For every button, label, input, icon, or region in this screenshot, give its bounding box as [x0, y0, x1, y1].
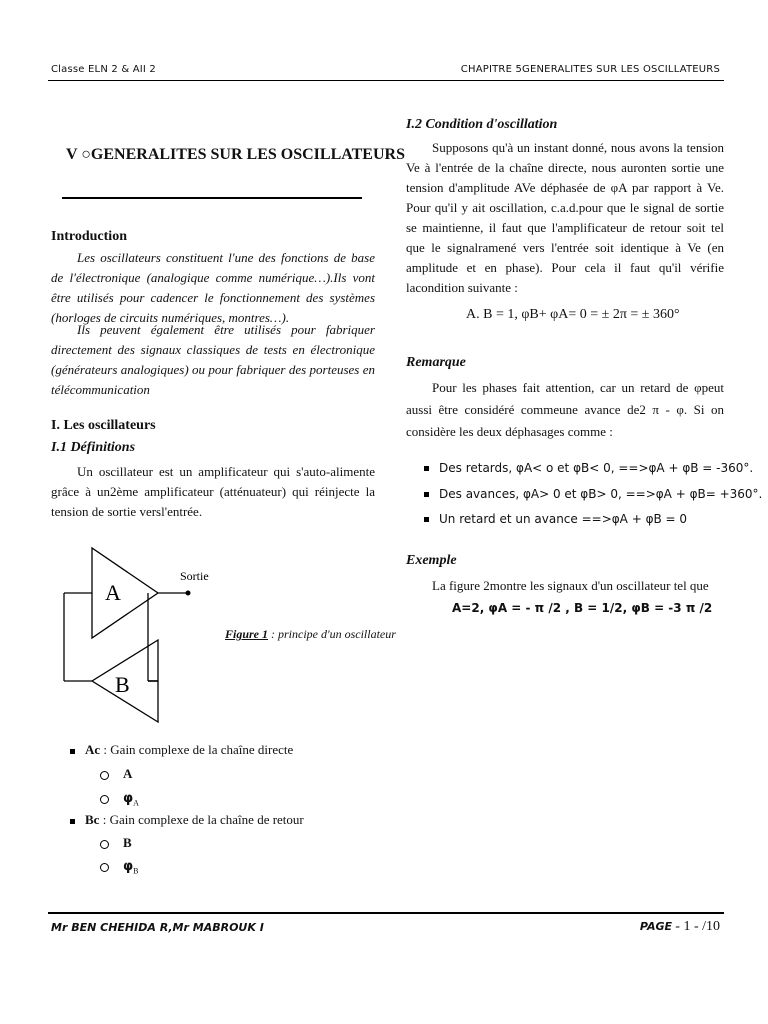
square-bullet-icon — [424, 492, 429, 497]
footer-rule — [48, 912, 724, 914]
oscillator-diagram — [60, 540, 230, 730]
circle-bullet-icon — [100, 840, 109, 849]
figure-1-caption — [225, 627, 396, 642]
sub-bullet-b: B — [100, 835, 132, 851]
section-1-1-heading: I.1 Définitions — [51, 440, 136, 455]
figure-1-caption-text: : principe d'un oscillateur — [268, 627, 396, 641]
circle-bullet-icon — [100, 771, 109, 780]
square-bullet-icon — [424, 466, 429, 471]
footer-page — [640, 918, 720, 935]
intro-paragraph-2: Ils peuvent également être utilisés pour fabriquer directement des signaux classiques de tests en électronique (générateurs analogiques) ou pour fabriquer des porteuses en télécommunication — [51, 322, 375, 397]
page-number: - 1 - /10 — [675, 919, 720, 934]
sub-bullet-phi-b: $\varphi_B$ — [100, 858, 139, 876]
exemple-heading: Exemple — [406, 553, 457, 568]
sub-bullet-a: A — [100, 766, 132, 782]
bullet-bc: Bc : Gain complexe de la chaîne de retour — [70, 812, 304, 828]
remarque-bullet-avances: Des avances, φA> 0 et φB> 0, ==>φA + φB= +360°. — [424, 487, 762, 501]
section-1-2-heading: I.2 Condition d'oscillation — [406, 117, 558, 132]
square-bullet-icon — [70, 749, 75, 754]
definition-paragraph: Un oscillateur est un amplificateur qui s'auto-alimente grâce à un2ème amplificateur (atténuateur) qui réinjecte la tension de sortie versl'entrée. — [51, 464, 375, 519]
square-bullet-icon — [424, 517, 429, 522]
output-label: Sortie — [180, 569, 209, 583]
exemple-equation: A=2, φA = - π /2 , B = 1/2, φB = -3 π /2 — [452, 601, 713, 615]
exemple-paragraph: La figure 2montre les signaux d'un oscillateur tel que — [432, 578, 709, 593]
square-bullet-icon — [70, 819, 75, 824]
intro-heading: Introduction — [51, 229, 127, 244]
oscillation-equation: A. B = 1, φB+ φA= 0 = ± 2π = ± 360° — [466, 307, 680, 322]
section-1-heading: I. Les oscillateurs — [51, 418, 156, 433]
circle-bullet-icon — [100, 863, 109, 872]
header-chapter-label: CHAPITRE 5GENERALITES SUR LES OSCILLATEURS — [460, 64, 720, 75]
bullet-ac: Ac : Gain complexe de la chaîne directe — [70, 742, 293, 758]
remarque-paragraph: Pour les phases fait attention, car un retard de φpeut aussi être considéré commeune avance de2 π - φ. Si on considère les deux déphasages comme : — [406, 380, 724, 439]
header-rule — [48, 80, 724, 81]
circle-bullet-icon — [100, 795, 109, 804]
intro-paragraph-1: Les oscillateurs constituent l'une des fonctions de base de l'électronique (analogique comme numérique…).Ils vont être utilisés pour cadencer le fonctionnement des systèmes (horloges de circuits numériques, montres…). — [51, 250, 375, 325]
chapter-title: V ○GENERALITES SUR LES OSCILLATEURS — [66, 146, 405, 163]
page-label: PAGE — [639, 920, 673, 933]
header-class-label: Classe ELN 2 & AII 2 — [51, 64, 156, 75]
footer-authors: Mr BEN CHEHIDA R,Mr MABROUK I — [51, 921, 264, 934]
block-a-label: A — [105, 580, 121, 605]
sub-bullet-phi-a: $\varphi_A$ — [100, 790, 139, 808]
title-underline — [62, 197, 362, 199]
remarque-bullet-mixed: Un retard et un avance ==>φA + φB = 0 — [424, 512, 687, 526]
figure-1-label: Figure 1 — [225, 627, 269, 641]
remarque-heading: Remarque — [406, 355, 466, 370]
block-b-label: B — [115, 672, 130, 697]
condition-paragraph: Supposons qu'à un instant donné, nous avons la tension Ve à l'entrée de la chaîne directe, nous auronten sortie une tension d'amplitude AVe déphasée de φA par rapport à Ve. Pour qu'il y ait oscillation, c.a.d.pour que le signal de sortie se maintienne, il faut que l'amplificateur de retour soit tel que le signalramené vers l'entrée soit identique à Ve (en amplitude et en phase). Pour cela il faut qu'il vérifie lacondition suivante : — [406, 140, 724, 295]
output-node — [186, 591, 191, 596]
remarque-bullet-retards: Des retards, φA< o et φB< 0, ==>φA + φB = -360°. — [424, 461, 753, 475]
